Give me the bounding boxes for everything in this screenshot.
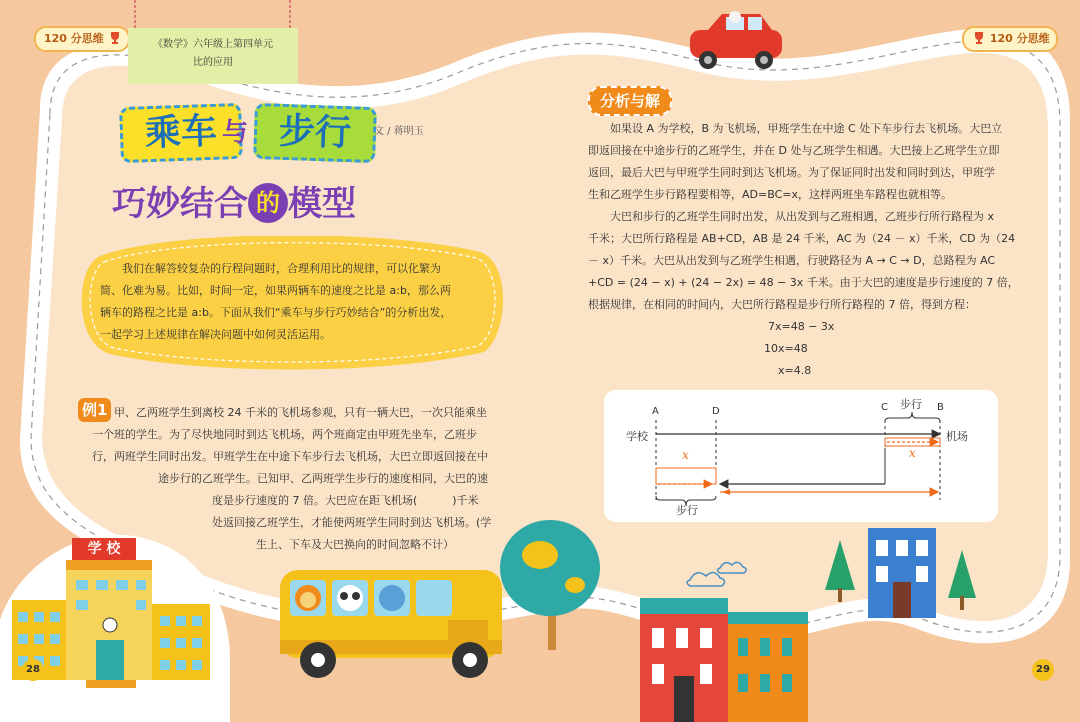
series-tag-right: 120 分思维 bbox=[962, 26, 1058, 52]
title-line-2-a: 巧妙结合 bbox=[112, 184, 248, 224]
title-line-2-circle: 的 bbox=[248, 183, 288, 223]
point-C-label: C bbox=[881, 402, 888, 413]
tree-illustration bbox=[500, 520, 600, 650]
point-D-label: D bbox=[712, 406, 720, 417]
school-bus-illustration bbox=[280, 570, 502, 678]
example-line-4: 途步行的乙班学生。已知甲、乙两班学生步行的速度相同，大巴的速 bbox=[158, 472, 488, 485]
example-line-6: 处返回接乙班学生，才能使两班学生同时到达飞机场。(学 bbox=[212, 516, 492, 529]
airport-label: 机场 bbox=[946, 430, 968, 443]
page-number-right: 29 bbox=[1032, 659, 1054, 681]
intro-text: 我们在解答较复杂的行程问题时，合理利用比的规律，可以化繁为简、化难为易。比如，时间一定，如果两辆车的速度之比是 a:b，那么两辆车的路程之比是 a:b。下面从我们“乘车与步行巧妙结合”的分析出发，一起学习上述规律在解决问题中如何灵活运用。 bbox=[100, 262, 452, 341]
example-badge: 例1 bbox=[78, 398, 111, 422]
title-connector: 与 bbox=[222, 118, 249, 148]
example-line-1: 甲、乙两班学生到离校 24 千米的飞机场参观，只有一辆大巴，一次只能乘坐 bbox=[114, 406, 487, 419]
analysis-para2-line-1: 大巴和步行的乙班学生同时出发，从出发到与乙班相遇，乙班步行所行路程为 x bbox=[610, 210, 995, 223]
note-line-2: 比的应用 bbox=[193, 57, 233, 68]
series-tag-left: 120 分思维 bbox=[34, 26, 130, 52]
analysis-paragraph-1: 如果设 A 为学校，B 为飞机场，甲班学生在中途 C 处下车步行去飞机场。大巴立即返回接在中途步行的乙班学生，并在 D 处与乙班学生相遇。大巴接上乙班学生立即返回，最后大巴与甲班学生同时到达飞机场。为了保证同时出发和同时到达，甲班学生和乙班学生步行路程要相等，AD=BC=x，这样两班坐车路程也就相等。 bbox=[588, 122, 1003, 201]
example-line-3: 行，两班学生同时出发。甲班学生在中途下车步行去飞机场，大巴立即返回接在中 bbox=[92, 450, 488, 463]
title-line-2 bbox=[112, 176, 356, 225]
point-A-label: A bbox=[652, 406, 659, 417]
page-number-left: 28 bbox=[22, 659, 44, 681]
x-label-right: x bbox=[909, 446, 916, 460]
title-part-1: 乘车 bbox=[144, 110, 218, 155]
walk-label-top: 步行 bbox=[900, 398, 922, 411]
equation-1: 7x=48 − 3x bbox=[768, 320, 835, 333]
author: 文 / 蒋明玉 bbox=[374, 126, 424, 137]
title-line-2-b: 模型 bbox=[288, 184, 356, 224]
title-part-2: 步行 bbox=[278, 110, 352, 155]
point-B-label: B bbox=[937, 402, 944, 413]
example-line-2: 一个班的学生。为了尽快地同时到达飞机场，两个班商定由甲班先坐车，乙班步 bbox=[92, 428, 477, 441]
analysis-para2-line-4: +CD = (24 − x) + (24 − 2x) = 48 − 3x 千米。由于大巴的速度是步行速度的 7 倍， bbox=[588, 276, 1019, 289]
analysis-para2-line-5: 根据规律，在相同的时间内，大巴所行路程是步行所行路程的 7 倍，得到方程： bbox=[588, 298, 976, 311]
route-diagram bbox=[604, 390, 998, 522]
town-buildings-illustration bbox=[640, 598, 808, 722]
trophy-icon bbox=[972, 31, 986, 45]
equation-3: x=4.8 bbox=[778, 364, 812, 377]
example-line-7: 生上、下车及大巴换向的时间忽略不计） bbox=[256, 538, 454, 551]
school-label: 学校 bbox=[626, 430, 648, 443]
note-line-1: 《数学》六年级上第四单元 bbox=[153, 39, 273, 50]
analysis-para2-line-2: 千米；大巴所行路程是 AB+CD，AB 是 24 千米，AC 为（24 － x）千米，CD 为（24 bbox=[588, 232, 1016, 245]
analysis-para2-line-3: － x）千米。大巴从出发到与乙班学生相遇，行驶路径为 A → C → D，总路程为 AC bbox=[588, 254, 996, 267]
analysis-heading: 分析与解 bbox=[588, 86, 672, 116]
title-box-2 bbox=[253, 103, 377, 163]
curriculum-note bbox=[128, 28, 298, 84]
school-sign: 学 校 bbox=[87, 541, 121, 557]
walk-label-bottom: 步行 bbox=[676, 504, 698, 517]
x-label-left: x bbox=[682, 448, 689, 462]
equation-2: 10x=48 bbox=[764, 342, 808, 355]
example-line-5: 度是步行速度的 7 倍。大巴应在距飞机场( )千米 bbox=[212, 494, 479, 507]
trophy-icon bbox=[108, 31, 122, 45]
